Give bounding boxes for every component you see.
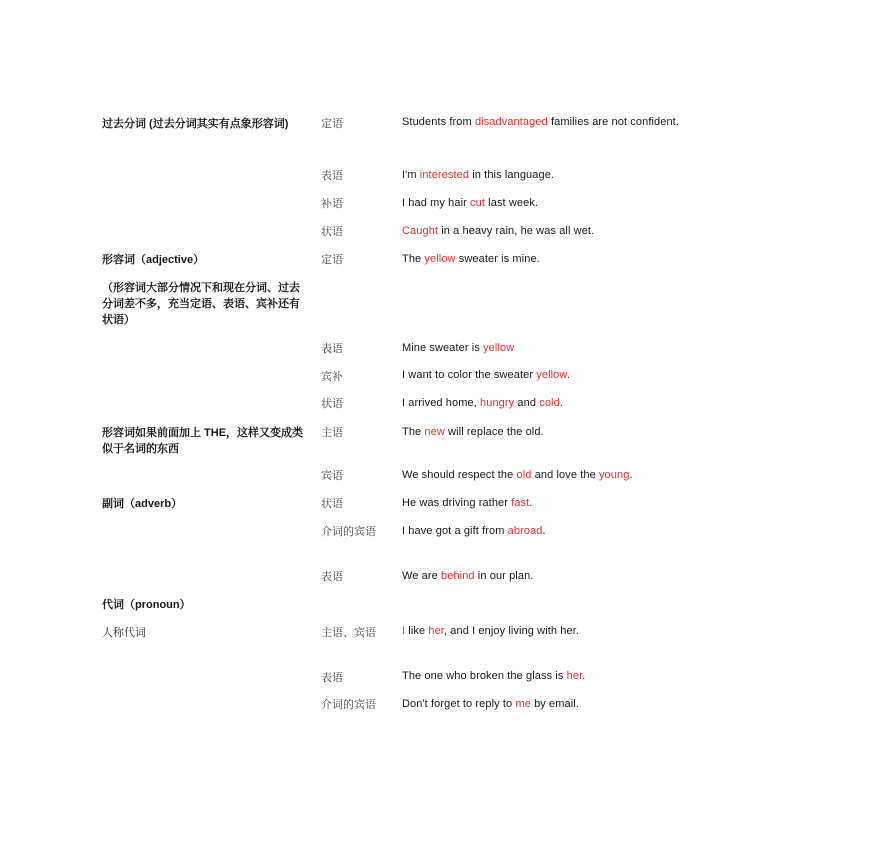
category-note: （形容词大部分情况下和现在分词、过去分词差不多，充当定语、表语、宾补还有状语） xyxy=(102,282,300,326)
sentence-text: in our plan. xyxy=(474,570,534,582)
example-sentence xyxy=(402,467,722,483)
sentence-text: . xyxy=(559,397,563,409)
sentence-text: in this language. xyxy=(469,169,555,181)
category-cell: 形容词如果前面加上 THE，这样又变成类似于名词的东西 xyxy=(102,427,304,455)
category-cell: 人称代词 xyxy=(102,627,146,639)
sentence-text: The xyxy=(402,253,425,265)
highlighted-word: cut xyxy=(470,197,486,209)
sentence-text: families are not confident. xyxy=(547,116,679,128)
role-cell: 表语 xyxy=(321,170,343,182)
sentence-text: The one who broken the glass is xyxy=(402,670,567,682)
example-sentence xyxy=(402,568,722,584)
highlighted-word: me xyxy=(515,698,531,710)
sentence-text: sweater is mine. xyxy=(455,253,540,265)
role-cell: 介词的宾语 xyxy=(321,699,376,711)
highlighted-word: hungry xyxy=(480,397,515,409)
highlighted-word: abroad xyxy=(507,525,543,537)
example-sentence xyxy=(402,424,722,440)
sentence-text: I'm xyxy=(402,169,420,181)
sentence-text: will replace the old. xyxy=(444,426,544,438)
highlighted-word: disadvantaged xyxy=(474,116,548,128)
example-sentence xyxy=(402,395,722,411)
role-cell: 状语 xyxy=(321,226,343,238)
example-sentence xyxy=(402,251,722,267)
role-cell: 状语 xyxy=(321,398,343,410)
example-sentence xyxy=(402,495,722,511)
sentence-text: He was driving rather xyxy=(402,497,512,509)
sentence-text: , and I enjoy living with her. xyxy=(443,625,580,637)
highlighted-word: cold xyxy=(539,397,560,409)
highlighted-word: interested xyxy=(419,169,470,181)
role-cell: 主语、宾语 xyxy=(321,627,376,639)
role-cell: 补语 xyxy=(321,198,343,210)
highlighted-word: young xyxy=(598,469,630,481)
example-sentence xyxy=(402,114,722,130)
highlighted-word: yellow xyxy=(483,342,515,354)
example-sentence xyxy=(402,223,722,239)
example-sentence xyxy=(402,668,722,684)
example-sentence xyxy=(402,623,722,639)
sentence-text: I want to color the sweater xyxy=(402,369,537,381)
sentence-text: I had my hair xyxy=(402,197,471,209)
sentence-text: We should respect the xyxy=(402,469,517,481)
highlighted-word: old xyxy=(516,469,532,481)
role-cell: 状语 xyxy=(321,498,343,510)
category-cell: 形容词（adjective） xyxy=(102,254,205,266)
highlighted-word: behind xyxy=(441,570,475,582)
role-cell: 表语 xyxy=(321,571,343,583)
sentence-text: like xyxy=(405,625,429,637)
sentence-text: The xyxy=(402,426,425,438)
sentence-text: . xyxy=(566,369,570,381)
role-cell: 介词的宾语 xyxy=(321,526,376,538)
example-sentence xyxy=(402,523,722,539)
role-cell: 定语 xyxy=(321,118,343,130)
highlighted-word: I xyxy=(402,625,406,637)
sentence-text: in a heavy rain, he was all wet. xyxy=(438,225,595,237)
example-sentence xyxy=(402,340,722,356)
example-sentence xyxy=(402,696,722,712)
sentence-text: . xyxy=(542,525,546,537)
role-cell: 表语 xyxy=(321,343,343,355)
highlighted-word: her xyxy=(428,625,444,637)
role-cell: 宾补 xyxy=(321,371,343,383)
sentence-text: . xyxy=(582,670,586,682)
sentence-text: We are xyxy=(402,570,442,582)
category-cell: 副词（adverb） xyxy=(102,498,183,510)
highlighted-word: her xyxy=(566,670,583,682)
sentence-text: Don't forget to reply to xyxy=(402,698,516,710)
category-cell: 过去分词 (过去分词其实有点象形容词) xyxy=(102,118,289,130)
role-cell: 宾语 xyxy=(321,470,343,482)
role-cell: 定语 xyxy=(321,254,343,266)
example-sentence xyxy=(402,167,722,183)
sentence-text: Mine sweater is xyxy=(402,342,484,354)
highlighted-word: yellow xyxy=(424,253,456,265)
role-cell: 表语 xyxy=(321,672,343,684)
sentence-text: by email. xyxy=(530,698,579,710)
sentence-text: . xyxy=(529,497,533,509)
example-sentence xyxy=(402,367,722,383)
highlighted-word: fast xyxy=(511,497,530,509)
highlighted-word: yellow xyxy=(536,369,567,381)
sentence-text: and love the xyxy=(531,469,599,481)
category-cell: 代词（pronoun） xyxy=(102,599,191,611)
highlighted-word: Caught xyxy=(402,225,439,237)
sentence-text: I have got a gift from xyxy=(402,525,508,537)
sentence-text: I arrived home, xyxy=(402,397,481,409)
role-cell: 主语 xyxy=(321,427,343,439)
sentence-text: . xyxy=(629,469,633,481)
highlighted-word: new xyxy=(424,426,445,438)
example-sentence xyxy=(402,195,722,211)
sentence-text: and xyxy=(514,397,540,409)
sentence-text: last week. xyxy=(485,197,539,209)
sentence-text: Students from xyxy=(402,116,475,128)
